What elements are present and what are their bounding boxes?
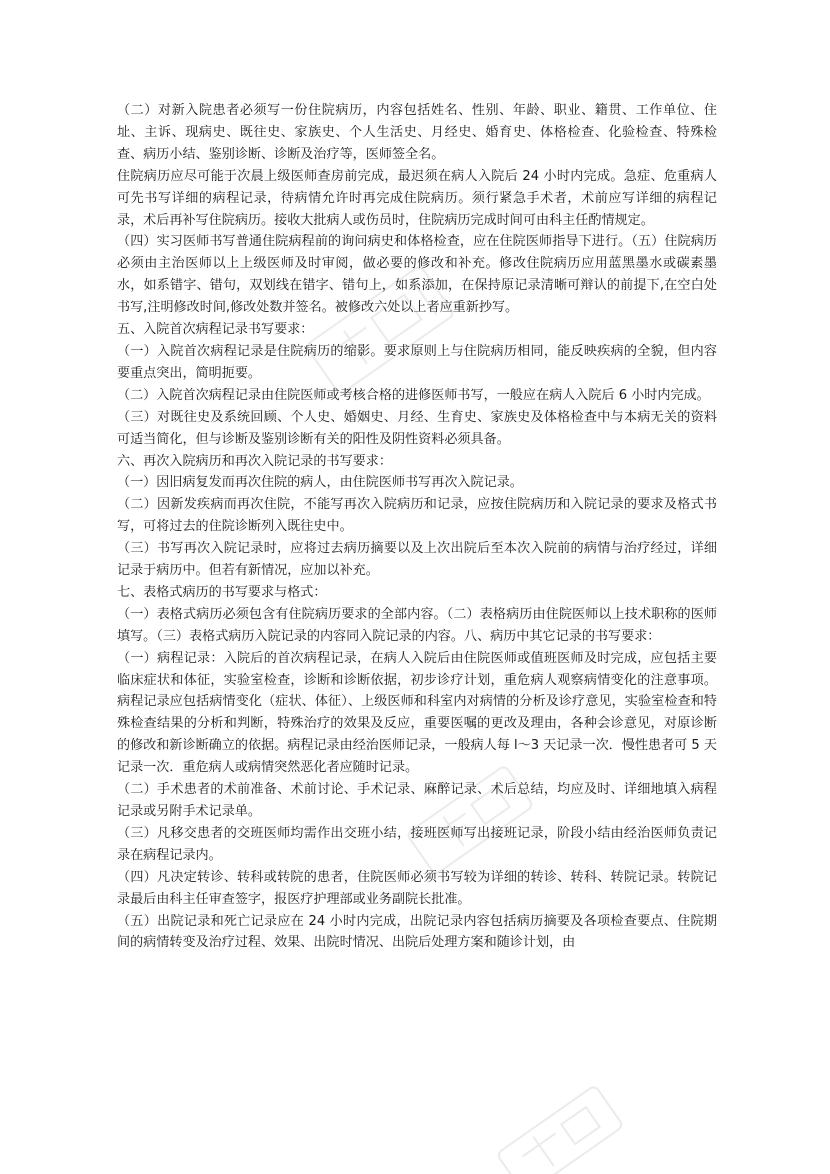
paragraph: （二）手术患者的术前准备、术前讨论、手术记录、麻醉记录、术后总结，均应及时、详细地填入病程记录或另附手术记录单。	[117, 782, 717, 819]
paragraph: （二）因新发疾病而再次住院，不能写再次入院病历和记录，应按住院病历和入院记录的要求及格式书写，可将过去的住院诊断列入既往史中。	[117, 497, 717, 535]
section-heading: 七、表格式病历的书写要求与格式：	[117, 584, 327, 600]
paragraph: （一）病程记录：入院后的首次病程记录，在病人入院后由住院医师或值班医师及时完成，应包括主要临床症状和体征，实验室检查，诊断和诊断依据，初步诊疗计划，重危病人观察病情变化的注意事项。病程记录应包括病情变化（症状、体征）、上级医师和科室内对病情的分析及诊疗意见，实验室检查和特殊检查结果的分析和判断，特殊治疗的效果及反应，重要医嘱的更改及理由，各种会诊意见，对原诊断的修改和新诊断确立的依据。病程记录由经治医师记录，一般病人每 l～3 天记录一次．慢性患者可 5 天记录一次．重危病人或病情突然恶化者应随时记录。	[117, 650, 717, 776]
paragraph: （三）书写再次入院记录时，应将过去病历摘要以及上次出院后至本次入院前的病情与治疗经过，详细记录于病历中。但若有新情况，应加以补充。	[117, 541, 717, 579]
paragraph: （三）凡移交患者的交班医师均需作出交班小结，接班医师写出接班记录，阶段小结由经治医师负责记录在病程记录内。	[117, 825, 717, 863]
paragraph: （一）表格式病历必须包含有住院病历要求的全部内容。（二）表格病历由住院医师以上技术职称的医师填写。（三）表格式病历入院记录的内容同入院记录的内容。八、病历中其它记录的书写要求：	[117, 606, 717, 644]
paragraph: 住院病历应尽可能于次晨上级医师查房前完成，最迟须在病人入院后 24 小时内完成。急症、危重病人可先书写详细的病程记录，待病情允许时再完成住院病历。须行紧急手术者，术前应写详细的病程记录，术后再补写住院病历。接收大批病人或伤员时，住院病历完成时间可由科主任酌情规定。	[117, 168, 717, 228]
document-body	[117, 100, 717, 954]
paragraph: （三）对既往史及系统回顾、个人史、婚姻史、月经、生育史、家族史及体格检查中与本病无关的资料可适当简化，但与诊断及鉴别诊断有关的阳性及阴性资料必须具备。	[117, 409, 717, 447]
section-heading: 五、入院首次病程记录书写要求：	[117, 322, 314, 338]
section-heading: 六、再次入院病历和再次入院记录的书写要求：	[117, 453, 392, 469]
paragraph: （五）出院记录和死亡记录应在 24 小时内完成，出院记录内容包括病历摘要及各项检查要点、住院期间的病情转变及治疗过程、效果、出院时情况、出院后处理方案和随诊计划，由	[117, 913, 717, 951]
paragraph: （一）入院首次病程记录是住院病历的缩影。要求原则上与住院病历相同，能反映疾病的全貌，但内容要重点突出，简明扼要。	[117, 343, 717, 381]
paragraph: （四）凡决定转诊、转科或转院的患者，住院医师必须书写较为详细的转诊、转科、转院记录。转院记录最后由科主任审查签字，报医疗护理部或业务副院长批准。	[117, 869, 717, 907]
paragraph: （二）入院首次病程记录由住院医师或考核合格的进修医师书写，一般应在病人入院后 6 小时内完成。	[117, 387, 710, 403]
paragraph: （二）对新入院患者必须写一份住院病历，内容包括姓名、性别、年龄、职业、籍贯、工作单位、住址、主诉、现病史、既往史、家族史、个人生活史、月经史、婚育史、体格检查、化验检查、特殊检查、病历小结、鉴别诊断、诊断及治疗等，医师签全名。	[117, 103, 717, 162]
paragraph: （四）实习医师书写普通住院病程前的询问病史和体格检查，应在住院医师指导下进行。（五）住院病历必须由主治医师以上上级医师及时审阅，做必要的修改和补充。修改住院病历应用蓝黑墨水或碳素墨水，如系错字、错句，双划线在错字、错句上，如系添加，在保持原记录清晰可辩认的前提下,在空白处书写,注明修改时间,修改处数并签名。被修改六处以上者应重新抄写。	[117, 234, 717, 316]
paragraph: （一）因旧病复发而再次住院的病人，由住院医师书写再次入院记录。	[117, 475, 523, 491]
